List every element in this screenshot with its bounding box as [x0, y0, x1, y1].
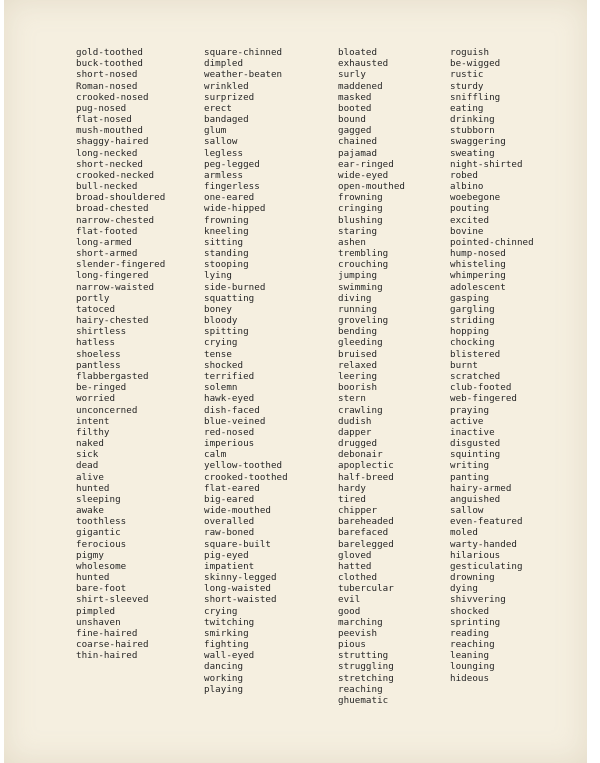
word-entry: moled	[450, 527, 478, 539]
word-entry: wide-mouthed	[204, 505, 271, 517]
word-entry: flat-nosed	[76, 114, 132, 126]
word-entry: shocked	[204, 359, 244, 371]
word-entry: flat-footed	[76, 225, 138, 237]
word-entry: buck-toothed	[76, 58, 143, 70]
word-entry: leaning	[450, 650, 490, 662]
word-entry: hairy-chested	[76, 315, 149, 327]
word-entry: lying	[204, 270, 232, 282]
word-entry: shivvering	[450, 594, 506, 606]
word-entry: blistered	[450, 348, 501, 360]
word-entry: half-breed	[338, 471, 394, 483]
word-entry: bare-foot	[76, 583, 127, 595]
page-margin	[587, 0, 600, 763]
word-entry: scratched	[450, 370, 501, 382]
word-entry: dapper	[338, 426, 372, 438]
word-entry: intent	[76, 415, 110, 427]
word-entry: impatient	[204, 560, 255, 572]
word-entry: shirt-sleeved	[76, 594, 149, 606]
word-entry: shirtless	[76, 326, 127, 338]
word-entry: chipper	[338, 505, 378, 517]
word-entry: pig-eyed	[204, 549, 249, 561]
word-entry: lounging	[450, 661, 495, 673]
word-entry: tired	[338, 493, 366, 505]
word-entry: hunted	[76, 482, 110, 494]
word-entry: adolescent	[450, 281, 506, 293]
word-entry: bloated	[338, 47, 378, 58]
word-entry: gasping	[450, 292, 490, 304]
word-entry: dancing	[204, 661, 244, 673]
word-entry: ashen	[338, 236, 366, 248]
word-entry: pouting	[450, 203, 490, 215]
word-entry: erect	[204, 102, 232, 114]
word-entry: staring	[338, 225, 378, 237]
word-entry: shaggy-haired	[76, 136, 149, 148]
word-entry: skinny-legged	[204, 572, 277, 584]
word-entry: anguished	[450, 493, 501, 505]
word-entry: hairy-armed	[450, 482, 512, 494]
word-entry: writing	[450, 460, 490, 472]
word-entry: bovine	[450, 225, 484, 237]
word-entry: bull-necked	[76, 181, 138, 193]
word-entry: blushing	[338, 214, 383, 226]
word-entry: pug-nosed	[76, 102, 127, 114]
word-entry: jumping	[338, 270, 378, 282]
word-entry: disgusted	[450, 438, 501, 450]
word-entry: even-featured	[450, 516, 523, 528]
word-entry: fingerless	[204, 181, 260, 193]
word-entry: coarse-haired	[76, 639, 149, 651]
word-entry: big-eared	[204, 493, 255, 505]
word-entry: working	[204, 672, 244, 684]
word-entry: trembling	[338, 248, 389, 260]
word-entry: ghuematic	[338, 694, 389, 706]
word-entry: hilarious	[450, 549, 501, 561]
word-entry: marching	[338, 616, 383, 628]
word-entry: warty-handed	[450, 538, 517, 550]
word-entry: hunted	[76, 572, 110, 584]
word-entry: bending	[338, 326, 378, 338]
word-entry: legless	[204, 147, 244, 159]
word-entry: debonair	[338, 449, 383, 461]
word-entry: exhausted	[338, 58, 389, 70]
word-entry: tense	[204, 348, 232, 360]
word-entry: broad-chested	[76, 203, 149, 215]
word-entry: broad-shouldered	[76, 192, 166, 204]
word-entry: frowning	[204, 214, 249, 226]
word-entry: apoplectic	[338, 460, 394, 472]
word-entry: narrow-chested	[76, 214, 155, 226]
word-entry: whisteling	[450, 259, 506, 271]
word-entry: red-nosed	[204, 426, 255, 438]
word-entry: hawk-eyed	[204, 393, 255, 405]
word-entry: peevish	[338, 627, 378, 639]
word-entry: barelegged	[338, 538, 394, 550]
word-entry: maddened	[338, 80, 383, 92]
word-entry: kneeling	[204, 225, 249, 237]
word-entry: hatted	[338, 560, 372, 572]
word-entry: swimming	[338, 281, 383, 293]
word-entry: club-footed	[450, 382, 512, 394]
word-entry: square-chinned	[204, 47, 283, 58]
word-entry: yellow-toothed	[204, 460, 283, 472]
word-entry: long-fingered	[76, 270, 149, 282]
word-entry: swaggering	[450, 136, 506, 148]
word-entry: weather-beaten	[204, 69, 283, 81]
word-entry: squatting	[204, 292, 255, 304]
word-entry: spitting	[204, 326, 249, 338]
word-entry: hatless	[76, 337, 116, 349]
word-entry: short-nosed	[76, 69, 138, 81]
word-entry: Roman-nosed	[76, 80, 138, 92]
word-entry: gleeding	[338, 337, 383, 349]
word-entry: stooping	[204, 259, 249, 271]
word-entry: pointed-chinned	[450, 236, 534, 248]
word-entry: surprized	[204, 91, 255, 103]
word-entry: clothed	[338, 572, 378, 584]
word-entry: gold-toothed	[76, 47, 143, 58]
word-entry: hideous	[450, 672, 490, 684]
word-entry: gargling	[450, 303, 495, 315]
word-entry: flat-eared	[204, 482, 260, 494]
word-entry: narrow-waisted	[76, 281, 155, 293]
word-entry: hopping	[450, 326, 490, 338]
word-entry: drugged	[338, 438, 378, 450]
word-entry: running	[338, 303, 378, 315]
word-entry: be-wigged	[450, 58, 501, 70]
word-entry: masked	[338, 91, 372, 103]
word-entry: dudish	[338, 415, 372, 427]
word-entry: sturdy	[450, 80, 484, 92]
word-entry: short-waisted	[204, 594, 277, 606]
word-entry: reaching	[338, 683, 383, 695]
word-entry: tatoced	[76, 303, 116, 315]
word-entry: reaching	[450, 639, 495, 651]
word-entry: toothless	[76, 516, 127, 528]
word-entry: ear-ringed	[338, 158, 394, 170]
word-entry: woebegone	[450, 192, 501, 204]
word-entry: gagged	[338, 125, 372, 137]
word-column-4	[450, 47, 534, 684]
word-entry: long-armed	[76, 236, 132, 248]
word-entry: imperious	[204, 438, 255, 450]
word-entry: wall-eyed	[204, 650, 255, 662]
word-entry: portly	[76, 292, 110, 304]
word-entry: sallow	[450, 505, 484, 517]
word-entry: bareheaded	[338, 516, 394, 528]
word-entry: standing	[204, 248, 249, 260]
word-entry: side-burned	[204, 281, 266, 293]
word-entry: robed	[450, 169, 478, 181]
word-entry: squinting	[450, 449, 501, 461]
word-entry: rustic	[450, 69, 484, 81]
word-entry: shoeless	[76, 348, 121, 360]
word-entry: sallow	[204, 136, 238, 148]
word-entry: excited	[450, 214, 490, 226]
word-entry: booted	[338, 102, 372, 114]
word-entry: glum	[204, 125, 227, 137]
word-entry: raw-boned	[204, 527, 255, 539]
word-entry: diving	[338, 292, 372, 304]
word-entry: unconcerned	[76, 404, 138, 416]
word-entry: pious	[338, 639, 366, 651]
word-entry: bound	[338, 114, 366, 126]
word-entry: be-ringed	[76, 382, 127, 394]
word-entry: pigmy	[76, 549, 104, 561]
word-entry: open-mouthed	[338, 181, 405, 193]
word-entry: solemn	[204, 382, 238, 394]
word-entry: armless	[204, 169, 244, 181]
word-entry: stern	[338, 393, 366, 405]
word-column-2	[204, 47, 288, 695]
word-entry: gesticulating	[450, 560, 523, 572]
word-entry: struggling	[338, 661, 394, 673]
word-entry: wrinkled	[204, 80, 249, 92]
word-entry: awake	[76, 505, 104, 517]
word-entry: barefaced	[338, 527, 389, 539]
word-entry: praying	[450, 404, 490, 416]
word-entry: slender-fingered	[76, 259, 166, 271]
word-entry: naked	[76, 438, 104, 450]
word-entry: peg-legged	[204, 158, 260, 170]
word-entry: one-eared	[204, 192, 255, 204]
word-entry: reading	[450, 627, 490, 639]
word-entry: overalled	[204, 516, 255, 528]
word-entry: pantless	[76, 359, 121, 371]
word-entry: terrified	[204, 370, 255, 382]
word-entry: crooked-necked	[76, 169, 155, 181]
word-entry: unshaven	[76, 616, 121, 628]
word-entry: chocking	[450, 337, 495, 349]
word-column-3	[338, 47, 405, 706]
word-entry: square-built	[204, 538, 271, 550]
word-entry: bandaged	[204, 114, 249, 126]
word-entry: roguish	[450, 47, 490, 58]
word-entry: crouching	[338, 259, 389, 271]
word-entry: tubercular	[338, 583, 394, 595]
word-entry: filthy	[76, 426, 110, 438]
word-entry: dying	[450, 583, 478, 595]
word-entry: hump-nosed	[450, 248, 506, 260]
word-entry: short-armed	[76, 248, 138, 260]
word-entry: cringing	[338, 203, 383, 215]
word-entry: crooked-toothed	[204, 471, 288, 483]
word-entry: albino	[450, 181, 484, 193]
word-entry: stubborn	[450, 125, 495, 137]
word-entry: panting	[450, 471, 490, 483]
word-entry: surly	[338, 69, 366, 81]
word-entry: fine-haired	[76, 627, 138, 639]
word-entry: crying	[204, 605, 238, 617]
word-entry: sitting	[204, 236, 244, 248]
word-entry: relaxed	[338, 359, 378, 371]
word-entry: groveling	[338, 315, 389, 327]
word-entry: crying	[204, 337, 238, 349]
word-entry: hardy	[338, 482, 366, 494]
word-entry: night-shirted	[450, 158, 523, 170]
word-entry: striding	[450, 315, 495, 327]
word-entry: frowning	[338, 192, 383, 204]
word-entry: crooked-nosed	[76, 91, 149, 103]
word-entry: crawling	[338, 404, 383, 416]
word-entry: long-waisted	[204, 583, 271, 595]
word-entry: sprinting	[450, 616, 501, 628]
word-entry: good	[338, 605, 361, 617]
word-entry: strutting	[338, 650, 389, 662]
word-entry: flabbergasted	[76, 370, 149, 382]
word-entry: wholesome	[76, 560, 127, 572]
word-entry: short-necked	[76, 158, 143, 170]
word-entry: bruised	[338, 348, 378, 360]
word-entry: sick	[76, 449, 99, 461]
word-entry: inactive	[450, 426, 495, 438]
word-entry: blue-veined	[204, 415, 266, 427]
word-entry: alive	[76, 471, 104, 483]
word-entry: sleeping	[76, 493, 121, 505]
word-entry: shocked	[450, 605, 490, 617]
word-entry: evil	[338, 594, 361, 606]
word-entry: pimpled	[76, 605, 116, 617]
word-entry: drowning	[450, 572, 495, 584]
word-entry: twitching	[204, 616, 255, 628]
word-entry: sweating	[450, 147, 495, 159]
word-entry: long-necked	[76, 147, 138, 159]
word-entry: boney	[204, 303, 232, 315]
word-entry: dish-faced	[204, 404, 260, 416]
word-entry: thin-haired	[76, 650, 138, 662]
word-entry: whimpering	[450, 270, 506, 282]
word-entry: playing	[204, 683, 244, 695]
word-entry: wide-hipped	[204, 203, 266, 215]
word-column-1	[76, 47, 165, 661]
word-entry: active	[450, 415, 484, 427]
word-entry: gigantic	[76, 527, 121, 539]
word-entry: smirking	[204, 627, 249, 639]
word-entry: gloved	[338, 549, 372, 561]
word-entry: boorish	[338, 382, 378, 394]
word-entry: worried	[76, 393, 116, 405]
word-entry: chained	[338, 136, 378, 148]
word-entry: burnt	[450, 359, 478, 371]
word-entry: fighting	[204, 639, 249, 651]
word-entry: leering	[338, 370, 378, 382]
word-entry: dead	[76, 460, 99, 472]
word-entry: stretching	[338, 672, 394, 684]
word-entry: drinking	[450, 114, 495, 126]
word-entry: sniffling	[450, 91, 501, 103]
word-entry: mush-mouthed	[76, 125, 143, 137]
word-entry: web-fingered	[450, 393, 517, 405]
word-entry: eating	[450, 102, 484, 114]
word-entry: calm	[204, 449, 227, 461]
word-entry: ferocious	[76, 538, 127, 550]
word-entry: dimpled	[204, 58, 244, 70]
word-entry: bloody	[204, 315, 238, 327]
word-entry: pajamad	[338, 147, 378, 159]
paper-sheet	[4, 0, 587, 763]
word-entry: wide-eyed	[338, 169, 389, 181]
